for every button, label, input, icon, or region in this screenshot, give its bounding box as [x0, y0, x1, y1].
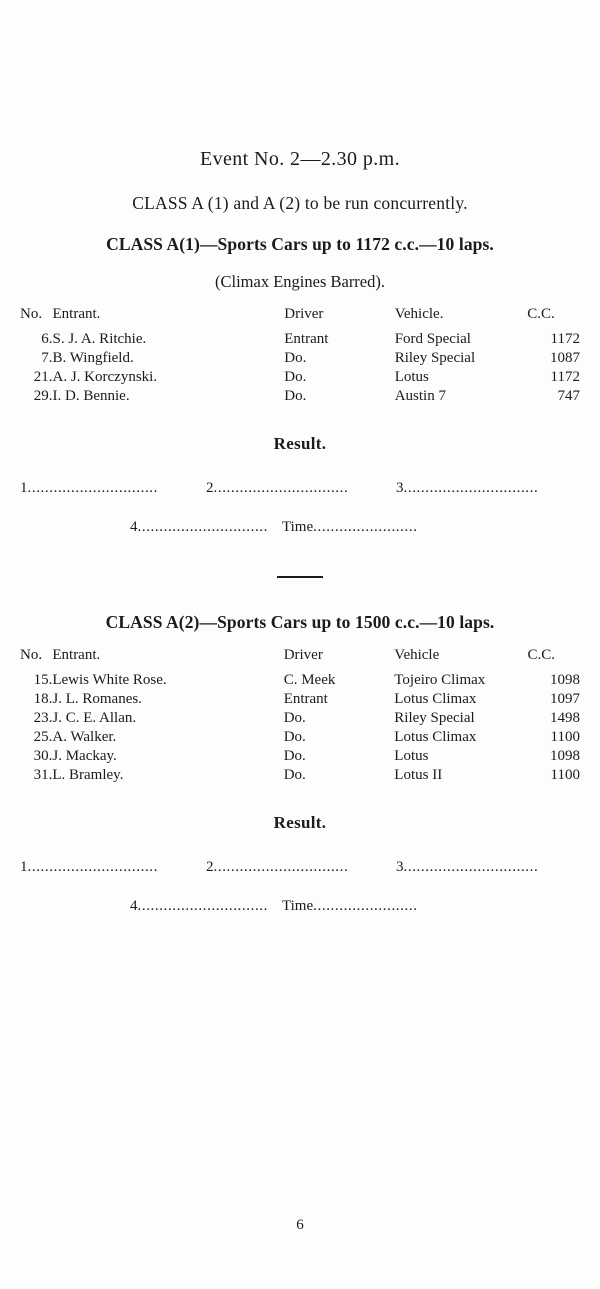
cell-driver: Do.	[283, 748, 306, 764]
cell-driver: Entrant	[284, 331, 329, 347]
cell-cc: 1100	[550, 729, 580, 745]
class-a1-subnote: (Climax Engines Barred).	[215, 272, 385, 291]
column-header-vehicle: Vehicle.	[394, 306, 444, 322]
result-time-label: Time	[282, 519, 314, 535]
result-time-label: Time	[282, 898, 314, 914]
result-dots-1: ..............................	[27, 480, 158, 496]
cell-no: 29.	[33, 388, 53, 404]
cell-entrant: J. Mackay.	[52, 748, 117, 764]
class-a2-entry-table	[20, 647, 580, 785]
cell-no: 6.	[41, 331, 53, 347]
result-slot-2	[206, 859, 396, 876]
event-title: Event No. 2—2.30 p.m.	[199, 148, 401, 170]
cell-no: 15.	[33, 672, 53, 688]
class-a2-heading: CLASS A(2)—Sports Cars up to 1500 c.c.—10 laps.	[105, 612, 495, 632]
cell-no: 25.	[33, 729, 53, 745]
result-number-2: 2	[206, 859, 214, 875]
result-number-4: 4	[130, 898, 138, 914]
class-a1-result-line-1	[20, 480, 580, 497]
cell-no: 21.	[33, 369, 53, 385]
column-header-vehicle: Vehicle	[394, 647, 440, 663]
column-header-driver: Driver	[283, 647, 323, 663]
cell-entrant: Lewis White Rose.	[52, 672, 167, 688]
cell-vehicle: Riley Special	[394, 710, 475, 726]
column-header-entrant: Entrant.	[52, 647, 101, 663]
cell-entrant: J. C. E. Allan.	[52, 710, 137, 726]
result-dots-4: ..............................	[137, 519, 268, 535]
cell-entrant: S. J. A. Ritchie.	[52, 331, 147, 347]
cell-entrant: I. D. Bennie.	[52, 388, 130, 404]
cell-driver: Entrant	[283, 691, 328, 707]
cell-cc: 1098	[550, 672, 580, 688]
cell-driver: Do.	[283, 767, 306, 783]
table-row	[20, 728, 580, 747]
class-a2-section	[20, 612, 580, 915]
table-row	[20, 387, 580, 406]
column-header-cc: C.C.	[527, 306, 555, 322]
document-page	[0, 148, 600, 1289]
cell-vehicle: Lotus	[394, 748, 429, 764]
table-header-row	[20, 647, 580, 671]
column-header-cc: C.C.	[527, 647, 556, 663]
class-a1-entry-table	[20, 306, 580, 406]
column-header-no: No.	[20, 306, 43, 322]
cell-cc: 1100	[550, 767, 580, 783]
column-header-driver: Driver	[284, 306, 324, 322]
result-slot-2	[206, 480, 396, 497]
cell-vehicle: Lotus II	[394, 767, 443, 783]
cell-entrant: A. J. Korczynski.	[52, 369, 158, 385]
result-slot-1	[20, 859, 206, 876]
cell-entrant: L. Bramley.	[52, 767, 124, 783]
cell-entrant: A. Walker.	[52, 729, 117, 745]
cell-vehicle: Austin 7	[394, 388, 446, 404]
cell-cc: 1098	[550, 748, 580, 764]
cell-driver: Do.	[284, 388, 307, 404]
result-number-1: 1	[20, 480, 28, 496]
cell-cc: 1498	[550, 710, 580, 726]
result-slot-3	[396, 859, 538, 876]
table-header-row	[20, 306, 580, 330]
table-row	[20, 766, 580, 785]
cell-cc: 1172	[550, 369, 580, 385]
cell-driver: Do.	[284, 369, 307, 385]
result-number-3: 3	[396, 480, 404, 496]
cell-cc: 1087	[550, 350, 580, 366]
table-row	[20, 368, 580, 387]
table-row	[20, 671, 580, 690]
page-number: 6	[296, 1217, 304, 1233]
result-dots-4: ..............................	[137, 898, 268, 914]
cell-cc: 1097	[550, 691, 580, 707]
result-dots-2: ...............................	[213, 859, 349, 875]
result-slot-1	[20, 480, 206, 497]
result-dots-time: ........................	[313, 519, 418, 535]
cell-no: 7.	[41, 350, 53, 366]
class-a1-result-label: Result.	[273, 434, 327, 453]
cell-no: 31.	[33, 767, 53, 783]
result-number-3: 3	[396, 859, 404, 875]
cell-vehicle: Lotus	[394, 369, 429, 385]
cell-cc: 747	[557, 388, 580, 404]
cell-entrant: J. L. Romanes.	[52, 691, 142, 707]
table-row	[20, 330, 580, 349]
result-dots-time: ........................	[313, 898, 418, 914]
column-header-entrant: Entrant.	[52, 306, 101, 322]
cell-cc: 1172	[550, 331, 580, 347]
result-slot-3	[396, 480, 538, 497]
table-row	[20, 349, 580, 368]
cell-vehicle: Lotus Climax	[394, 729, 477, 745]
cell-vehicle: Ford Special	[394, 331, 471, 347]
column-header-no: No.	[20, 647, 43, 663]
class-concurrency-note: CLASS A (1) and A (2) to be run concurrently.	[132, 193, 468, 213]
cell-vehicle: Lotus Climax	[394, 691, 477, 707]
cell-driver: Do.	[283, 710, 306, 726]
class-a1-heading: CLASS A(1)—Sports Cars up to 1172 c.c.—10 laps.	[106, 234, 494, 254]
class-a1-result-line-2	[20, 519, 580, 536]
cell-driver: Do.	[284, 350, 307, 366]
class-a2-result-label: Result.	[273, 813, 327, 832]
result-number-2: 2	[206, 480, 214, 496]
cell-no: 30.	[33, 748, 53, 764]
cell-no: 18.	[33, 691, 53, 707]
section-divider	[277, 576, 323, 578]
table-row	[20, 747, 580, 766]
cell-vehicle: Tojeiro Climax	[394, 672, 486, 688]
table-row	[20, 690, 580, 709]
cell-driver: C. Meek	[283, 672, 336, 688]
result-number-4: 4	[130, 519, 138, 535]
cell-no: 23.	[33, 710, 53, 726]
table-row	[20, 709, 580, 728]
result-dots-2: ...............................	[213, 480, 349, 496]
result-dots-1: ..............................	[27, 859, 158, 875]
result-number-1: 1	[20, 859, 28, 875]
class-a2-result-line-1	[20, 859, 580, 876]
class-a2-result-line-2	[20, 898, 580, 915]
cell-driver: Do.	[283, 729, 306, 745]
cell-entrant: B. Wingfield.	[52, 350, 134, 366]
result-dots-3: ...............................	[403, 859, 539, 875]
result-dots-3: ...............................	[403, 480, 539, 496]
cell-vehicle: Riley Special	[394, 350, 476, 366]
